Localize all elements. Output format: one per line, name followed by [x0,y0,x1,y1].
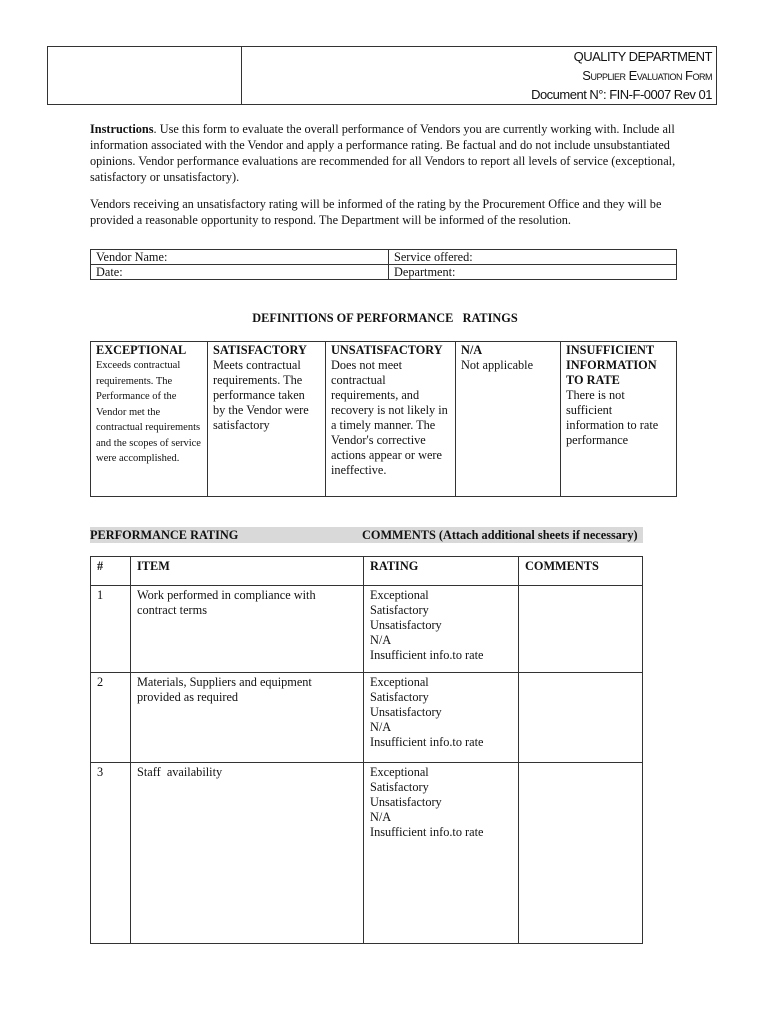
document-number: Document N°: FIN-F-0007 Rev 01 [531,87,712,102]
def-exceptional: EXCEPTIONAL Exceeds contractual requirements. The Performance of the Vendor met the contractual requirements and the scopes of service were accomplished. [91,342,208,497]
instructions-text: . Use this form to evaluate the overall performance of Vendors you are currently working with. Include all information associated with the Vendor and apply a performance rating. Be factual and do not include unsubstantiated opinions. Vendor performance evaluations are recommended for all Vendors to report all levels of service (exceptional, satisfactory or unsatisfactory). [90,122,676,184]
col-comments: COMMENTS [519,557,643,586]
col-num: # [91,557,131,586]
row-number: 3 [91,763,131,944]
def-na: N/A Not applicable [456,342,561,497]
instructions [90,121,680,239]
performance-rating-bar [90,527,643,543]
vendor-info-table [90,249,677,280]
instructions-para2: Vendors receiving an unsatisfactory rating will be informed of the rating by the Procurement Office and they will be provided a reasonable opportunity to respond. The Department will be informed of the resolution. [90,197,662,227]
vendor-name-field[interactable]: Vendor Name: [91,250,389,265]
table-row [91,673,643,763]
document-header [47,46,717,105]
row-number: 2 [91,673,131,763]
service-offered-field[interactable]: Service offered: [389,250,677,265]
comments-cell[interactable] [519,673,643,763]
rating-options[interactable]: Exceptional Satisfactory Unsatisfactory N/A Insufficient info.to rate [364,586,519,673]
def-unsatisfactory: UNSATISFACTORY Does not meet contractual requirements, and recovery is not likely in a timely manner. The Vendor's corrective actions appear or were ineffective. [326,342,456,497]
col-item: ITEM [131,557,364,586]
col-rating: RATING [364,557,519,586]
row-item: Work performed in compliance with contract terms [131,586,364,673]
department-title: QUALITY DEPARTMENT [573,49,712,64]
header-title-cell [242,47,717,105]
comments-label: COMMENTS (Attach additional sheets if necessary) [362,528,638,542]
table-row [91,586,643,673]
row-number: 1 [91,586,131,673]
performance-rating-label: PERFORMANCE RATING [90,528,239,542]
comments-cell[interactable] [519,586,643,673]
definitions-title: DEFINITIONS OF PERFORMANCE RATINGS [252,311,518,325]
rating-options[interactable]: Exceptional Satisfactory Unsatisfactory N/A Insufficient info.to rate [364,673,519,763]
logo-cell [48,47,242,105]
row-item: Staff availability [131,763,364,944]
department-field[interactable]: Department: [389,265,677,280]
row-item: Materials, Suppliers and equipment provided as required [131,673,364,763]
def-satisfactory: SATISFACTORY Meets contractual requirements. The performance taken by the Vendor were satisfactory [208,342,326,497]
form-title: Supplier Evaluation Form [582,68,712,83]
definitions-table [90,341,677,497]
rating-options[interactable]: Exceptional Satisfactory Unsatisfactory N/A Insufficient info.to rate [364,763,519,944]
comments-cell[interactable] [519,763,643,944]
instructions-label: Instructions [90,122,154,136]
date-field[interactable]: Date: [91,265,389,280]
def-insufficient: INSUFFICIENT INFORMATION TO RATE There is not sufficient information to rate performance [561,342,677,497]
table-row [91,763,643,944]
rating-table [90,556,643,944]
